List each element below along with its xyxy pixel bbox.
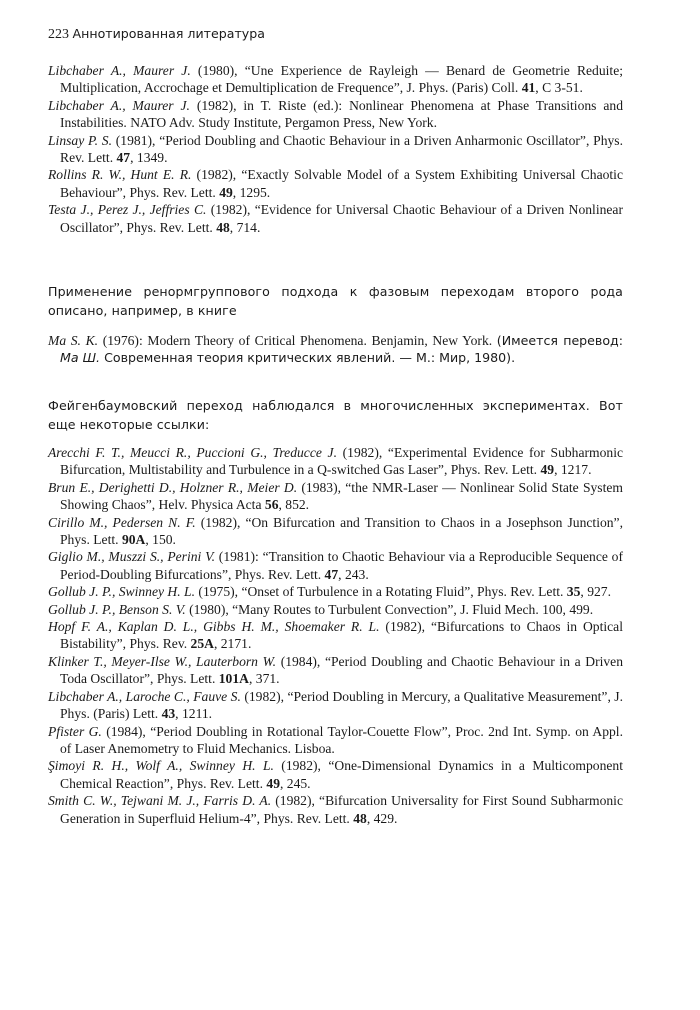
reference-entry: Ma S. K. (1976): Modern Theory of Critical Phenomena. Benjamin, New York. (Имеется перевод: Ма Ш. Современная теория критических явлений. — М.: Мир, 1980). <box>48 333 624 366</box>
running-title: Аннотированная литература <box>72 26 265 41</box>
intro-paragraph-2 <box>48 396 623 434</box>
page-header <box>48 26 265 43</box>
intro-text: Применение ренормгруппового подхода к фазовым переходам второго рода описано, например, в книге <box>48 284 623 318</box>
page-number: 223 <box>48 27 69 42</box>
reference-entry: Hopf F. A., Kaplan D. L., Gibbs H. M., Shoemaker R. L. (1982), “Bifurcations to Chaos in Optical Bistability”, Phys. Rev. 25A, 2171. <box>48 619 623 652</box>
reference-entry: Testa J., Perez J., Jeffries C. (1982), “Evidence for Universal Chaotic Behaviour of a Driven Nonlinear Oscillator”, Phys. Rev. Lett. 48, 714. <box>48 202 623 235</box>
reference-entry: Klinker T., Meyer-Ilse W., Lauterborn W. (1984), “Period Doubling and Chaotic Behaviour in a Driven Toda Oscillator”, Phys. Lett. 101A, 371. <box>48 653 624 687</box>
reference-entry: Brun E., Derighetti D., Holzner R., Meier D. (1983), “the NMR-Laser — Nonlinear Solid State System Showing Chaos”, Helv. Physica Acta 56, 852. <box>48 479 623 513</box>
reference-entry: Gollub J. P., Swinney H. L. (1975), “Onset of Turbulence in a Rotating Fluid”, Phys. Rev. Lett. 35, 927. <box>48 584 611 600</box>
reference-entry: Cirillo M., Pedersen N. F. (1982), “On Bifurcation and Transition to Chaos in a Josephson Junction”, Phys. Lett. 90A, 150. <box>48 514 623 548</box>
reference-list-2 <box>48 444 623 827</box>
reference-entry: Giglio M., Muszzi S., Perini V. (1981): “Transition to Chaotic Behaviour via a Reproducible Sequence of Period-Doubling Bifurcations”, Phys. Rev. Lett. 47, 243. <box>48 549 623 582</box>
reference-entry: Libchaber A., Maurer J. (1980), “Une Experience de Rayleigh — Benard de Geometrie Reduite; Multiplication, Accrochage et Demultiplication de Frequence”, J. Phys. (Paris) Coll. 41, C 3-51. <box>48 63 623 96</box>
intro-text: Фейгенбаумовский переход наблюдался в многочисленных экспериментах. Вот еще некоторые ссылки: <box>48 398 623 432</box>
reference-ma <box>48 332 623 367</box>
reference-entry: Smith C. W., Tejwani M. J., Farris D. A. (1982), “Bifurcation Universality for First Sound Subharmonic Generation in Superfluid Helium-4”, Phys. Rev. Lett. 48, 429. <box>48 793 623 826</box>
reference-entry: Gollub J. P., Benson S. V. (1980), “Many Routes to Turbulent Convection”, J. Fluid Mech. 100, 499. <box>48 601 594 617</box>
reference-entry: Rollins R. W., Hunt E. R. (1982), “Exactly Solvable Model of a System Exhibiting Universal Chaotic Behaviour”, Phys. Rev. Lett. 49, 1295. <box>48 167 623 200</box>
reference-entry: Linsay P. S. (1981), “Period Doubling and Chaotic Behaviour in a Driven Anharmonic Oscillator”, Phys. Rev. Lett. 47, 1349. <box>48 132 623 166</box>
reference-entry: Pfister G. (1984), “Period Doubling in Rotational Taylor-Couette Flow”, Proc. 2nd Int. Symp. on Appl. of Laser Anemometry to Fluid Mechanics. Lisboa. <box>48 723 623 756</box>
reference-entry: Libchaber A., Laroche C., Fauve S. (1982), “Period Doubling in Mercury, a Qualitative Measurement”, J. Phys. (Paris) Lett. 43, 1211. <box>48 688 624 722</box>
reference-list-1 <box>48 62 623 236</box>
reference-entry: Libchaber A., Maurer J. (1982), in T. Riste (ed.): Nonlinear Phenomena at Phase Transitions and Instabilities. NATO Adv. Study Institute, Pergamon Press, New York. <box>48 97 624 131</box>
intro-paragraph-1 <box>48 282 623 320</box>
reference-entry: Şimoyi R. H., Wolf A., Swinney H. L. (1982), “One-Dimensional Dynamics in a Multicomponent Chemical Reaction”, Phys. Rev. Lett. 49, 245. <box>48 758 623 791</box>
reference-entry: Arecchi F. T., Meucci R., Puccioni G., Treducce J. (1982), “Experimental Evidence for Subharmonic Bifurcation, Multistability and Turbulence in a Q-switched Gas Laser”, Phys. Rev. Lett. 49, 1217. <box>48 445 624 478</box>
